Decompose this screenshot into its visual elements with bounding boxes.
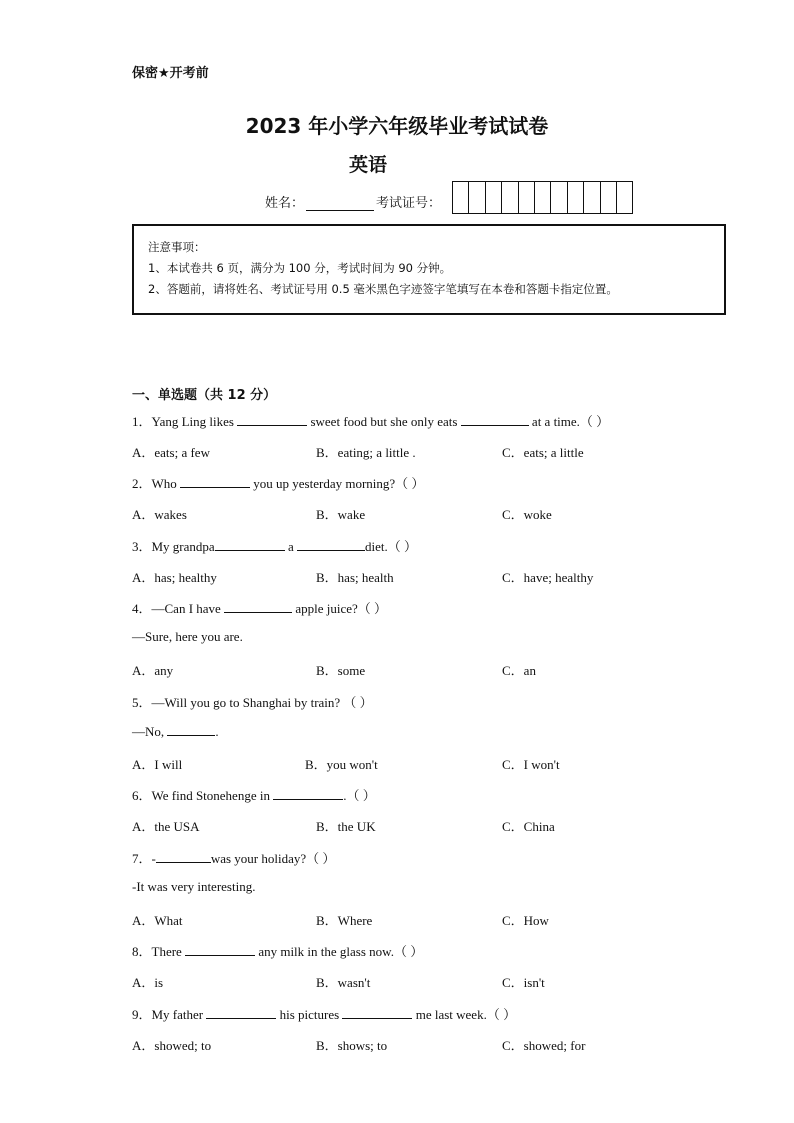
- option-b[interactable]: B．some: [316, 663, 366, 678]
- name-field[interactable]: [306, 196, 374, 211]
- answer-blank[interactable]: [167, 723, 215, 736]
- id-box[interactable]: [601, 182, 617, 213]
- answer-blank[interactable]: [156, 850, 211, 863]
- answer-blank[interactable]: [273, 787, 343, 800]
- question-8: [132, 941, 423, 960]
- id-box[interactable]: [551, 182, 567, 213]
- question-6: [132, 785, 376, 804]
- notice-box: [132, 224, 726, 315]
- question-text: .（ ）: [343, 788, 376, 803]
- answer-blank[interactable]: [297, 538, 365, 551]
- option-c[interactable]: C．China: [502, 819, 555, 834]
- answer-blank[interactable]: [237, 413, 307, 426]
- question-text: me last week.（ ）: [415, 1007, 517, 1022]
- question-text: 8．There: [132, 944, 182, 959]
- option-a[interactable]: A．any: [132, 663, 174, 678]
- option-b[interactable]: B．you won't: [305, 757, 378, 772]
- question-text: a: [287, 539, 294, 554]
- exam-id-boxes[interactable]: [452, 181, 633, 214]
- option-c[interactable]: C．have; healthy: [502, 570, 594, 585]
- question-text: his pictures: [279, 1007, 340, 1022]
- question-5-reply: [132, 723, 219, 740]
- answer-blank[interactable]: [461, 413, 529, 426]
- option-a[interactable]: A．showed; to: [132, 1038, 212, 1053]
- confidential-label: 保密★开考前: [132, 66, 209, 81]
- question-4: [132, 598, 387, 617]
- answer-blank[interactable]: [180, 475, 250, 488]
- question-7-reply: -It was very interesting.: [132, 879, 256, 894]
- question-text: was your holiday?（ ）: [210, 851, 336, 866]
- notice-item: 2、答题前，请将姓名、考试证号用 0.5 毫米黑色字迹签字笔填写在本卷和答题卡指定位置。: [148, 282, 618, 296]
- option-b[interactable]: B．the UK: [316, 819, 376, 834]
- answer-blank[interactable]: [185, 943, 255, 956]
- option-a[interactable]: A．I will: [132, 757, 183, 772]
- question-text: 1．Yang Ling likes: [132, 414, 234, 429]
- question-text: 3．My grandpa: [132, 539, 215, 554]
- option-a[interactable]: A．wakes: [132, 507, 187, 522]
- name-label: 姓名：: [265, 196, 305, 211]
- id-box[interactable]: [535, 182, 551, 213]
- question-text: 4．—Can I have: [132, 601, 221, 616]
- option-b[interactable]: B．wake: [316, 507, 366, 522]
- id-box[interactable]: [486, 182, 502, 213]
- notice-heading: 注意事项：: [148, 240, 206, 254]
- question-7: [132, 848, 335, 867]
- question-2: [132, 473, 424, 492]
- id-box[interactable]: [568, 182, 584, 213]
- question-text: you up yesterday morning?（ ）: [253, 476, 425, 491]
- section-title: 一、单选题（共 12 分）: [132, 388, 277, 403]
- question-text: 9．My father: [132, 1007, 204, 1022]
- id-box[interactable]: [453, 182, 469, 213]
- option-a[interactable]: A．the USA: [132, 819, 200, 834]
- id-box[interactable]: [519, 182, 535, 213]
- question-text: .: [215, 724, 219, 739]
- answer-blank[interactable]: [206, 1006, 276, 1019]
- question-text: any milk in the glass now.（ ）: [258, 944, 424, 959]
- question-text: 6．We find Stonehenge in: [132, 788, 270, 803]
- question-1: [132, 411, 609, 430]
- option-b[interactable]: B．eating; a little .: [316, 445, 416, 460]
- notice-item: 1、本试卷共 6 页，满分为 100 分，考试时间为 90 分钟。: [148, 261, 452, 275]
- answer-blank[interactable]: [342, 1006, 412, 1019]
- id-box[interactable]: [584, 182, 600, 213]
- option-c[interactable]: C．eats; a little: [502, 445, 584, 460]
- exam-title: 2023 年小学六年级毕业考试试卷: [245, 114, 549, 138]
- question-4-reply: —Sure, here you are.: [132, 629, 243, 644]
- option-a[interactable]: A．has; healthy: [132, 570, 217, 585]
- option-b[interactable]: B．has; health: [316, 570, 394, 585]
- question-text: apple juice?（ ）: [295, 601, 387, 616]
- exam-id-label: 考试证号：: [376, 196, 442, 211]
- question-9: [132, 1004, 516, 1023]
- option-a[interactable]: A．What: [132, 913, 183, 928]
- question-5: 5．—Will you go to Shanghai by train? （ ）: [132, 695, 373, 710]
- option-c[interactable]: C．isn't: [502, 975, 545, 990]
- option-b[interactable]: B．shows; to: [316, 1038, 388, 1053]
- id-box[interactable]: [502, 182, 518, 213]
- option-b[interactable]: B．Where: [316, 913, 373, 928]
- candidate-info-row: [265, 192, 441, 211]
- option-c[interactable]: C．an: [502, 663, 536, 678]
- option-a[interactable]: A．is: [132, 975, 164, 990]
- id-box[interactable]: [469, 182, 485, 213]
- option-a[interactable]: A．eats; a few: [132, 445, 210, 460]
- option-c[interactable]: C．showed; for: [502, 1038, 586, 1053]
- question-text: —No,: [132, 724, 165, 739]
- id-box[interactable]: [617, 182, 632, 213]
- option-c[interactable]: C．woke: [502, 507, 552, 522]
- question-text: 7．-: [132, 851, 156, 866]
- question-3: [132, 536, 417, 555]
- question-text: at a time.（ ）: [531, 414, 610, 429]
- answer-blank[interactable]: [215, 538, 285, 551]
- answer-blank[interactable]: [224, 600, 292, 613]
- option-c[interactable]: C．How: [502, 913, 549, 928]
- question-text: diet.（ ）: [364, 539, 417, 554]
- option-b[interactable]: B．wasn't: [316, 975, 371, 990]
- subject-title: 英语: [349, 154, 388, 176]
- question-text: sweet food but she only eats: [310, 414, 458, 429]
- option-c[interactable]: C．I won't: [502, 757, 560, 772]
- question-text: 2．Who: [132, 476, 177, 491]
